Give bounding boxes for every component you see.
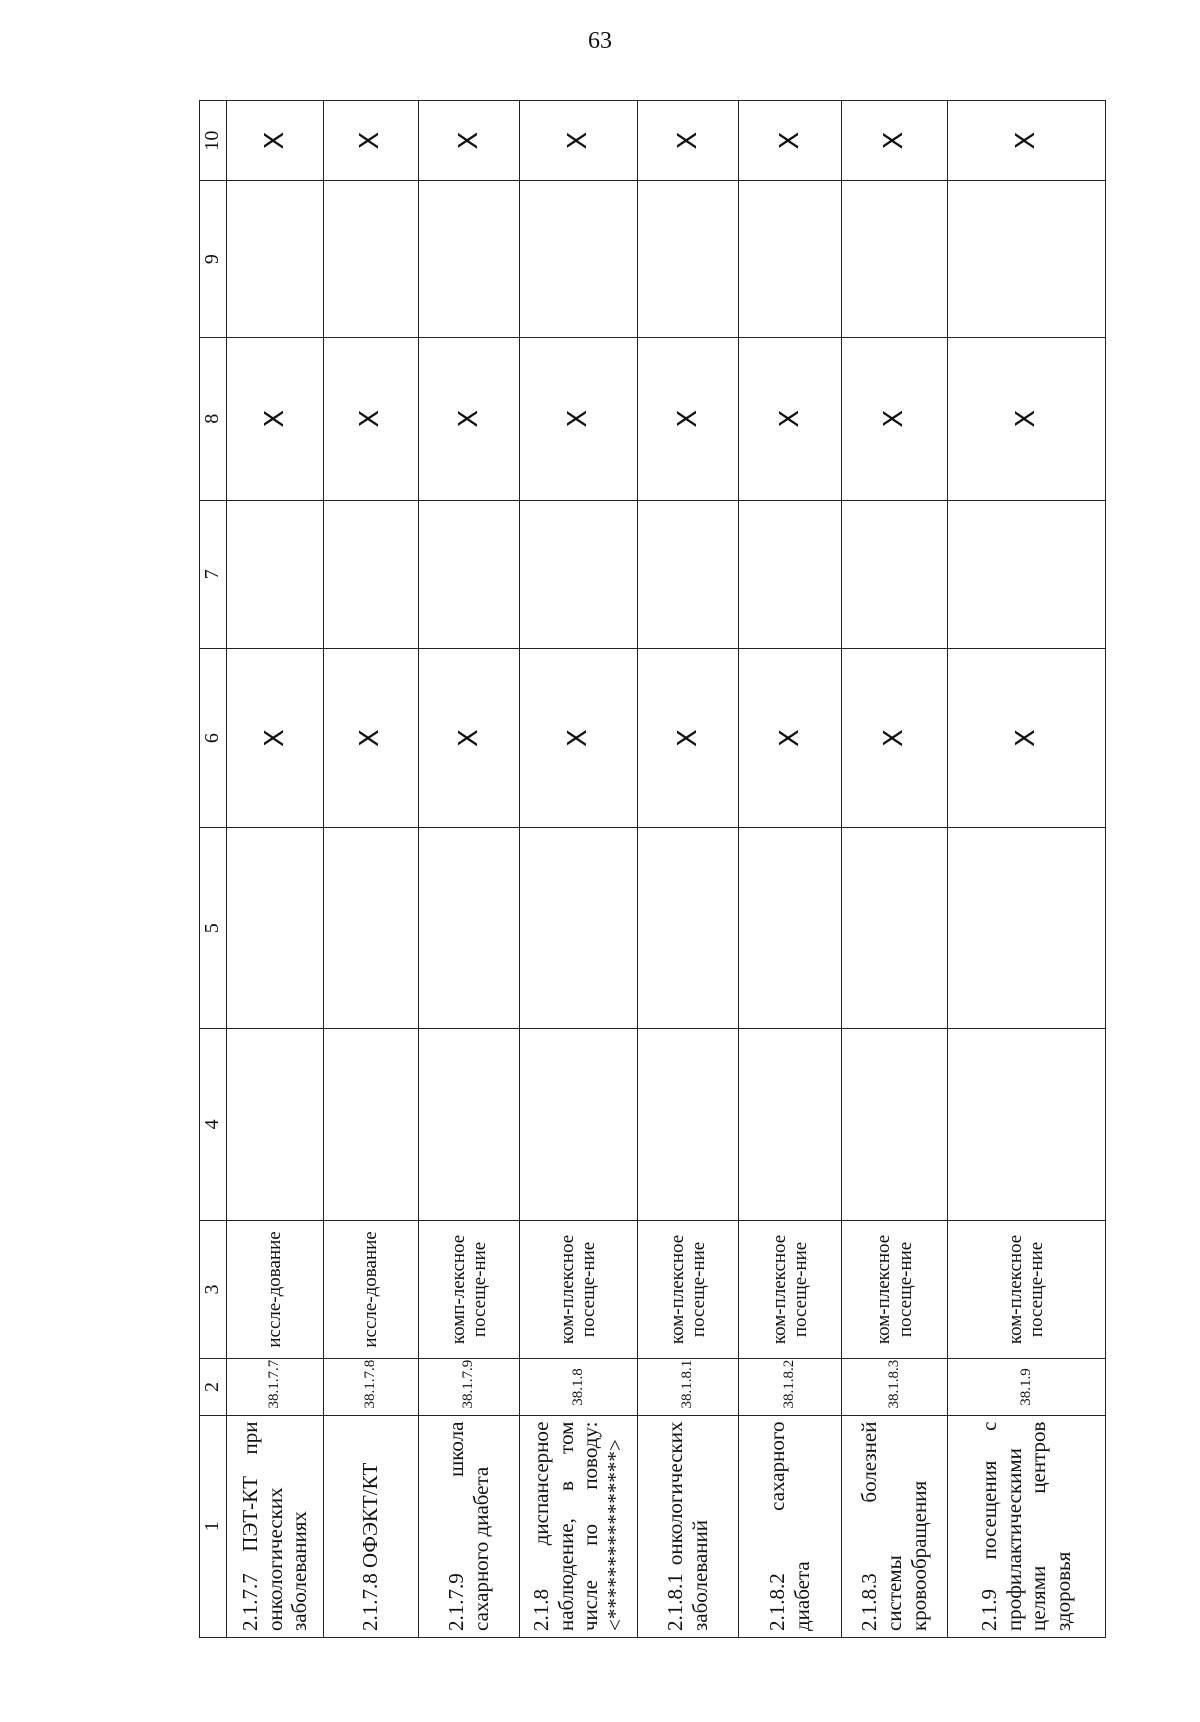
cell-col-8: X xyxy=(947,337,1105,500)
row-code: 38.1.9 xyxy=(947,1359,1105,1415)
cell-col-5 xyxy=(418,828,519,1029)
row-name: 2.1.8 диспансерное наблюдение, в том числе по поводу: <****************> xyxy=(520,1415,638,1637)
table-row xyxy=(739,101,842,1638)
cell-col-5 xyxy=(227,828,323,1029)
row-code: 38.1.8.2 xyxy=(739,1359,842,1415)
cell-col-8: X xyxy=(418,337,519,500)
cell-col-4 xyxy=(842,1029,947,1220)
cell-col-6: X xyxy=(520,648,638,827)
data-table xyxy=(199,100,1106,1638)
cell-col-8: X xyxy=(842,337,947,500)
cell-col-7 xyxy=(637,500,738,648)
cell-col-6: X xyxy=(637,648,738,827)
column-header: 3 xyxy=(200,1220,227,1359)
cell-col-7 xyxy=(947,500,1105,648)
row-name: 2.1.8.3 болезней системы кровообращения xyxy=(842,1415,947,1637)
column-header: 4 xyxy=(200,1029,227,1220)
cell-col-9 xyxy=(947,181,1105,338)
cell-col-7 xyxy=(520,500,638,648)
cell-col-5 xyxy=(637,828,738,1029)
cell-col-6: X xyxy=(842,648,947,827)
cell-col-4 xyxy=(227,1029,323,1220)
row-unit: ком-плексное посеще-ние xyxy=(947,1220,1105,1359)
table-row xyxy=(637,101,738,1638)
row-unit: иссле-дование xyxy=(227,1220,323,1359)
row-code: 38.1.7.7 xyxy=(227,1359,323,1415)
row-unit: ком-плексное посеще-ние xyxy=(739,1220,842,1359)
table-row xyxy=(200,101,227,1638)
cell-col-7 xyxy=(842,500,947,648)
cell-col-5 xyxy=(842,828,947,1029)
cell-col-9 xyxy=(323,181,418,338)
rotated-table-area xyxy=(199,100,1106,1638)
cell-col-9 xyxy=(227,181,323,338)
cell-col-6: X xyxy=(227,648,323,827)
row-name: 2.1.8.2 сахарного диабета xyxy=(739,1415,842,1637)
cell-col-4 xyxy=(418,1029,519,1220)
cell-col-5 xyxy=(520,828,638,1029)
table-row xyxy=(418,101,519,1638)
column-header: 10 xyxy=(200,101,227,181)
cell-col-9 xyxy=(739,181,842,338)
column-header: 9 xyxy=(200,181,227,338)
page-number: 63 xyxy=(588,28,612,54)
table-row xyxy=(323,101,418,1638)
row-unit: ком-плексное посеще-ние xyxy=(520,1220,638,1359)
cell-col-7 xyxy=(323,500,418,648)
column-header: 6 xyxy=(200,648,227,827)
row-code: 38.1.8.3 xyxy=(842,1359,947,1415)
row-code: 38.1.7.8 xyxy=(323,1359,418,1415)
cell-col-10: X xyxy=(842,101,947,181)
cell-col-7 xyxy=(227,500,323,648)
cell-col-4 xyxy=(947,1029,1105,1220)
cell-col-10: X xyxy=(520,101,638,181)
table-row xyxy=(842,101,947,1638)
cell-col-9 xyxy=(637,181,738,338)
row-name: 2.1.7.8 ОФЭКТ/КТ xyxy=(323,1415,418,1637)
cell-col-7 xyxy=(739,500,842,648)
column-header: 5 xyxy=(200,828,227,1029)
row-name: 2.1.7.7 ПЭТ-КТ при онкологических заболеваниях xyxy=(227,1415,323,1637)
cell-col-9 xyxy=(418,181,519,338)
column-header: 1 xyxy=(200,1415,227,1637)
cell-col-10: X xyxy=(323,101,418,181)
cell-col-10: X xyxy=(637,101,738,181)
row-code: 38.1.8 xyxy=(520,1359,638,1415)
row-unit: иссле-дование xyxy=(323,1220,418,1359)
table-row xyxy=(227,101,323,1638)
cell-col-10: X xyxy=(739,101,842,181)
row-name: 2.1.9 посещения с профилактическими целями центров здоровья xyxy=(947,1415,1105,1637)
row-unit: комп-лексное посеще-ние xyxy=(418,1220,519,1359)
cell-col-10: X xyxy=(418,101,519,181)
cell-col-8: X xyxy=(520,337,638,500)
row-unit: ком-плексное посеще-ние xyxy=(637,1220,738,1359)
cell-col-9 xyxy=(842,181,947,338)
row-code: 38.1.7.9 xyxy=(418,1359,519,1415)
cell-col-7 xyxy=(418,500,519,648)
cell-col-5 xyxy=(947,828,1105,1029)
column-header: 2 xyxy=(200,1359,227,1415)
cell-col-8: X xyxy=(637,337,738,500)
cell-col-6: X xyxy=(739,648,842,827)
cell-col-8: X xyxy=(323,337,418,500)
cell-col-10: X xyxy=(947,101,1105,181)
cell-col-4 xyxy=(323,1029,418,1220)
cell-col-5 xyxy=(739,828,842,1029)
row-name: 2.1.8.1 онкологических заболеваний xyxy=(637,1415,738,1637)
cell-col-6: X xyxy=(323,648,418,827)
cell-col-5 xyxy=(323,828,418,1029)
column-header: 7 xyxy=(200,500,227,648)
row-unit: ком-плексное посеще-ние xyxy=(842,1220,947,1359)
cell-col-9 xyxy=(520,181,638,338)
cell-col-8: X xyxy=(227,337,323,500)
cell-col-10: X xyxy=(227,101,323,181)
cell-col-8: X xyxy=(739,337,842,500)
cell-col-4 xyxy=(637,1029,738,1220)
cell-col-4 xyxy=(739,1029,842,1220)
cell-col-6: X xyxy=(418,648,519,827)
cell-col-4 xyxy=(520,1029,638,1220)
table-row xyxy=(947,101,1105,1638)
column-header: 8 xyxy=(200,337,227,500)
table-row xyxy=(520,101,638,1638)
row-code: 38.1.8.1 xyxy=(637,1359,738,1415)
cell-col-6: X xyxy=(947,648,1105,827)
row-name: 2.1.7.9 школа сахарного диабета xyxy=(418,1415,519,1637)
